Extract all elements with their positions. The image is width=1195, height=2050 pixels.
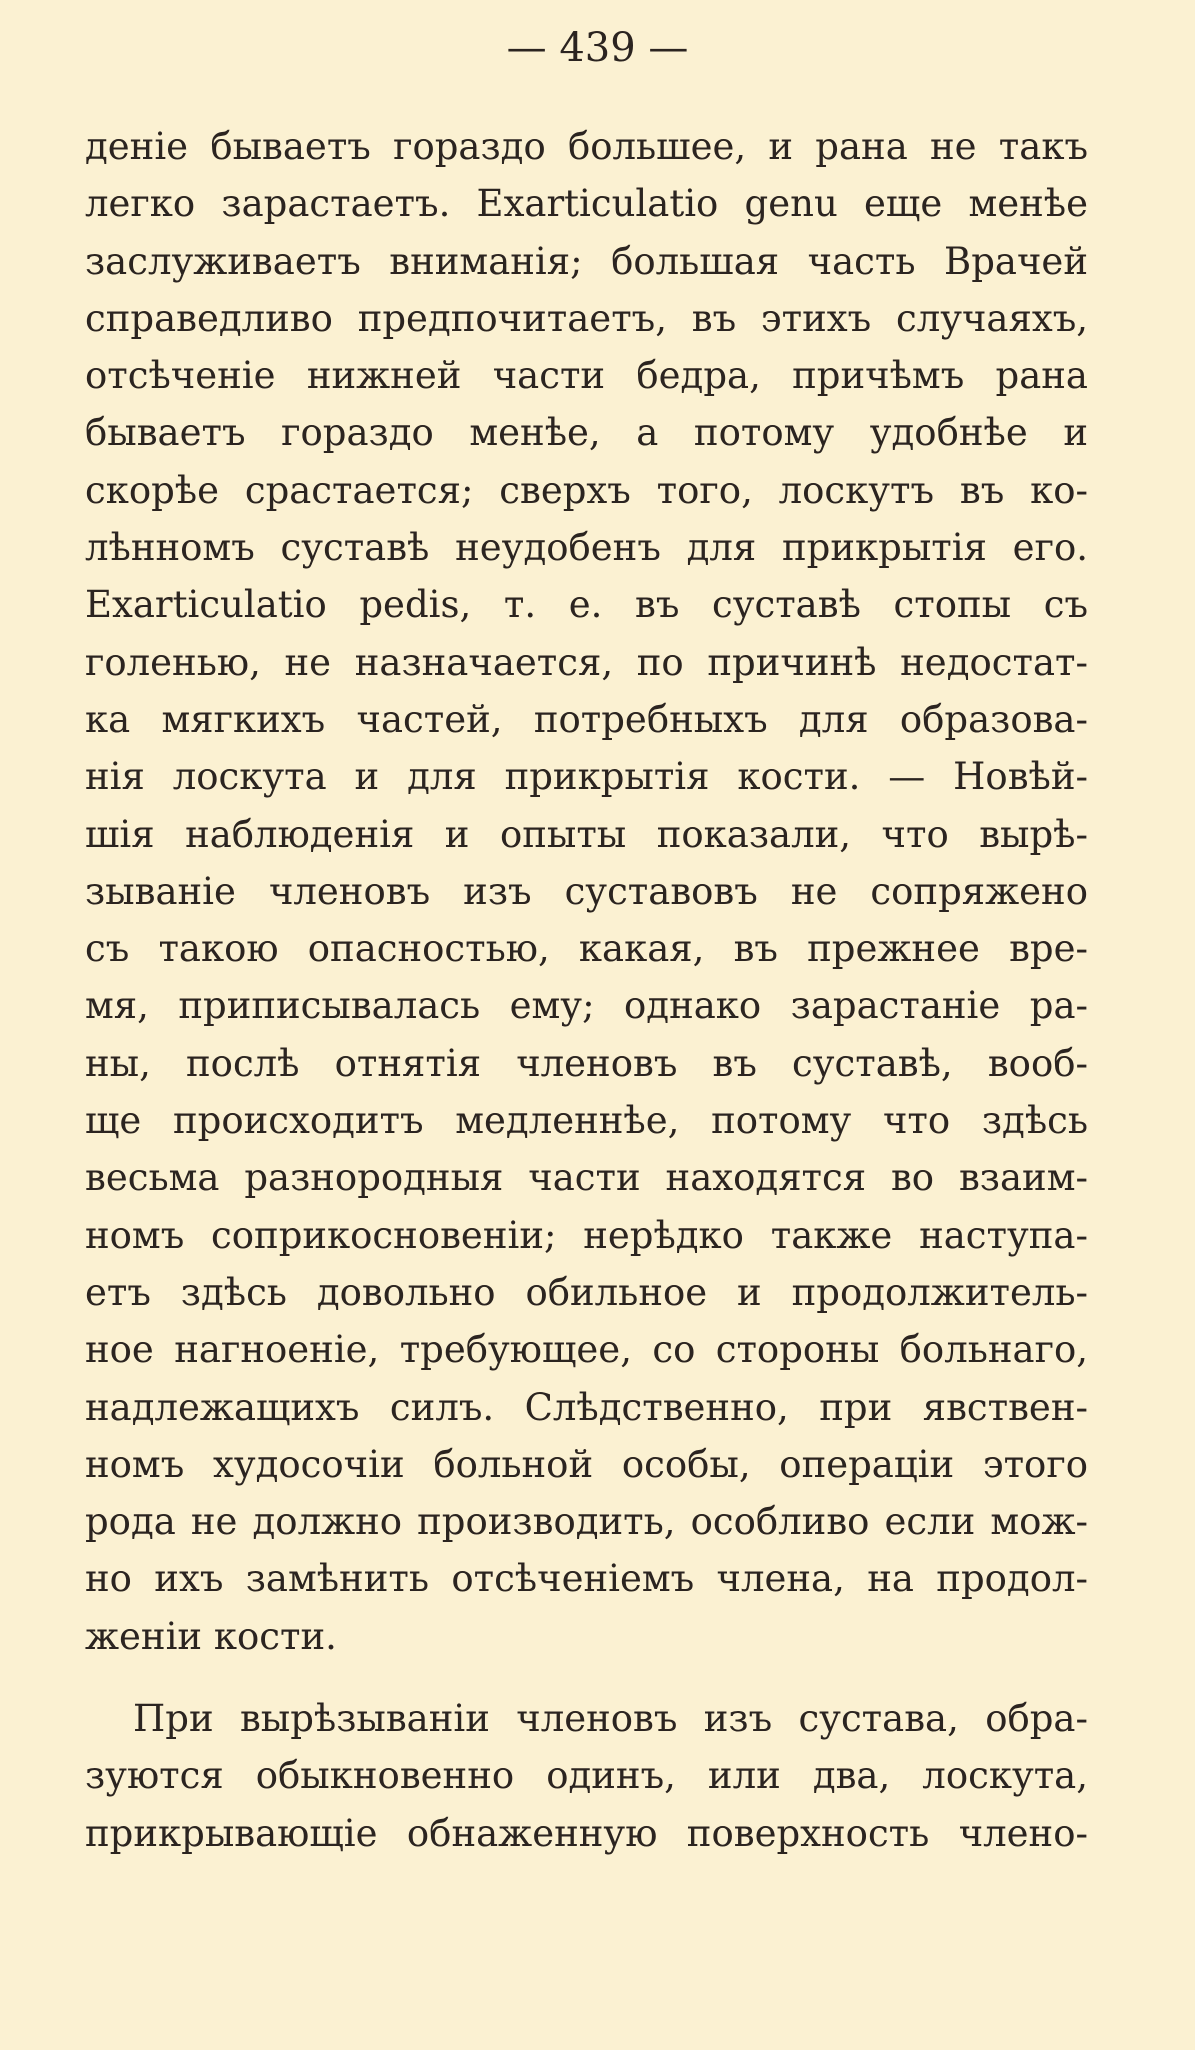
text-line: етъ здѣсь довольно обильное и продолжитель- xyxy=(85,1270,1088,1314)
page-number: — 439 — xyxy=(506,25,689,71)
body-text xyxy=(85,118,1088,1862)
text-line: ны, послѣ отнятія членовъ въ суставѣ, вооб- xyxy=(85,1041,1088,1085)
text-line: ное нагноеніе, требующее, со стороны больнаго, xyxy=(85,1328,1088,1372)
text-line: деніе бываетъ гораздо большее, и рана не такъ xyxy=(85,125,1088,168)
text-line: съ такою опасностью, какая, въ прежнее вре- xyxy=(85,927,1088,971)
text-line: лѣнномъ суставѣ неудобенъ для прикрытія его. xyxy=(85,526,1088,570)
text-line: надлежащихъ силъ. Слѣдственно, при явствен- xyxy=(85,1385,1088,1429)
text-line: весьма разнородныя части находятся во взаим- xyxy=(85,1156,1088,1200)
paragraph-2 xyxy=(85,1690,1088,1862)
text-line: заслуживаетъ вниманія; большая часть Врачей xyxy=(85,239,1088,283)
text-line: бываетъ гораздо менѣе, а потому удобнѣе и xyxy=(85,411,1088,455)
text-line: женіи кости. xyxy=(85,1614,337,1658)
text-line: мя, приписывалась ему; однако зарастаніе ра- xyxy=(85,984,1088,1028)
text-line: номъ соприкосновеніи; нерѣдко также наступа- xyxy=(85,1213,1088,1257)
text-line: нія лоскута и для прикрытія кости. — Новѣй- xyxy=(85,755,1088,799)
text-line: рода не должно производить, особливо если мож- xyxy=(85,1500,1088,1544)
text-line: голенью, не назначается, по причинѣ недостат- xyxy=(85,640,1088,684)
text-line: ка мягкихъ частей, потребныхъ для образова- xyxy=(85,697,1088,741)
text-line: справедливо предпочитаетъ, въ этихъ случаяхъ, xyxy=(85,296,1088,340)
text-line: отсѣченіе нижней части бедра, причѣмъ рана xyxy=(85,354,1088,398)
text-line: номъ худосочіи больной особы, операціи этого xyxy=(85,1442,1088,1486)
text-line: но ихъ замѣнить отсѣченіемъ члена, на продол- xyxy=(85,1557,1088,1601)
text-line: зуются обыкновенно одинъ, или два, лоскута, xyxy=(85,1754,1088,1798)
text-line: ще происходитъ медленнѣе, потому что здѣсь xyxy=(85,1099,1088,1143)
text-line: шія наблюденія и опыты показали, что вырѣ- xyxy=(85,812,1088,856)
paragraph-1 xyxy=(85,118,1088,1665)
text-line: При вырѣзываніи членовъ изъ сустава, обра- xyxy=(133,1697,1088,1741)
text-line: прикрывающіе обнаженную поверхность члено- xyxy=(85,1811,1088,1855)
text-line: легко зарастаетъ. Exarticulatio genu еще менѣе xyxy=(85,182,1088,226)
text-line: зываніе членовъ изъ суставовъ не сопряжено xyxy=(85,869,1088,913)
text-line: Exarticulatio pedis, т. е. въ суставѣ стопы съ xyxy=(85,583,1088,627)
text-line: скорѣе срастается; сверхъ того, лоскутъ въ ко- xyxy=(85,468,1088,512)
